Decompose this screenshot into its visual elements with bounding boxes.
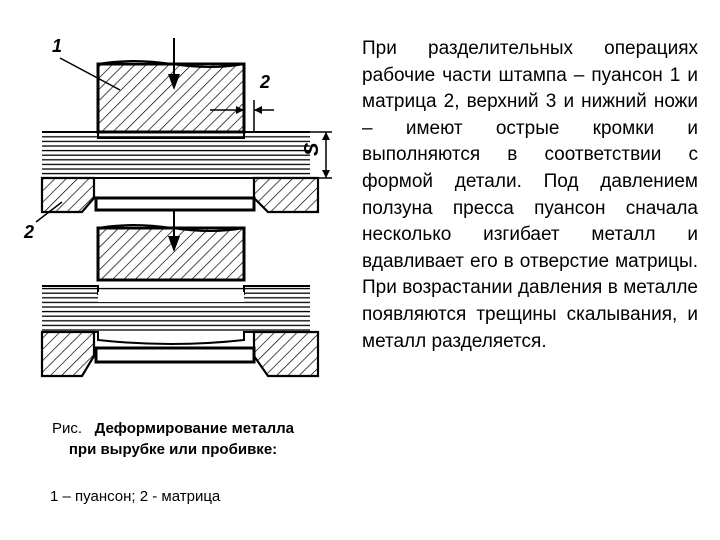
body-paragraph: При разделительных операциях рабочие части штампа – пуансон 1 и матрица 2, верхний 3 и нижний ножи – имеют острые кромки и выполняются в соответствии с формой детали. Под давлением ползуна пресса пуансон сначала несколько изгибает металл и вдавливает его в отверстие матрицы. При возрастании давления в металле появляются трещины скалывания, и металл разделяется. (362, 38, 698, 352)
callout-die-bottom-label: 2 (24, 222, 35, 242)
callout-punch-label: 1 (52, 36, 63, 56)
thickness-label: S (301, 142, 323, 156)
die-bottom (42, 332, 318, 376)
punch-die-diagram (22, 30, 340, 390)
sheet-metal-top (42, 132, 310, 178)
caption-title: Деформирование металла при вырубке или пробивке: (68, 420, 294, 458)
caption-prefix: Рис. (52, 420, 83, 437)
callout-die-top-label: 2 (260, 72, 271, 92)
die-top (42, 178, 318, 212)
punch-top (98, 61, 244, 132)
punch-bottom (98, 225, 244, 280)
figure-caption (38, 418, 308, 460)
figure-legend: 1 – пуансон; 2 - матрица (50, 488, 221, 505)
